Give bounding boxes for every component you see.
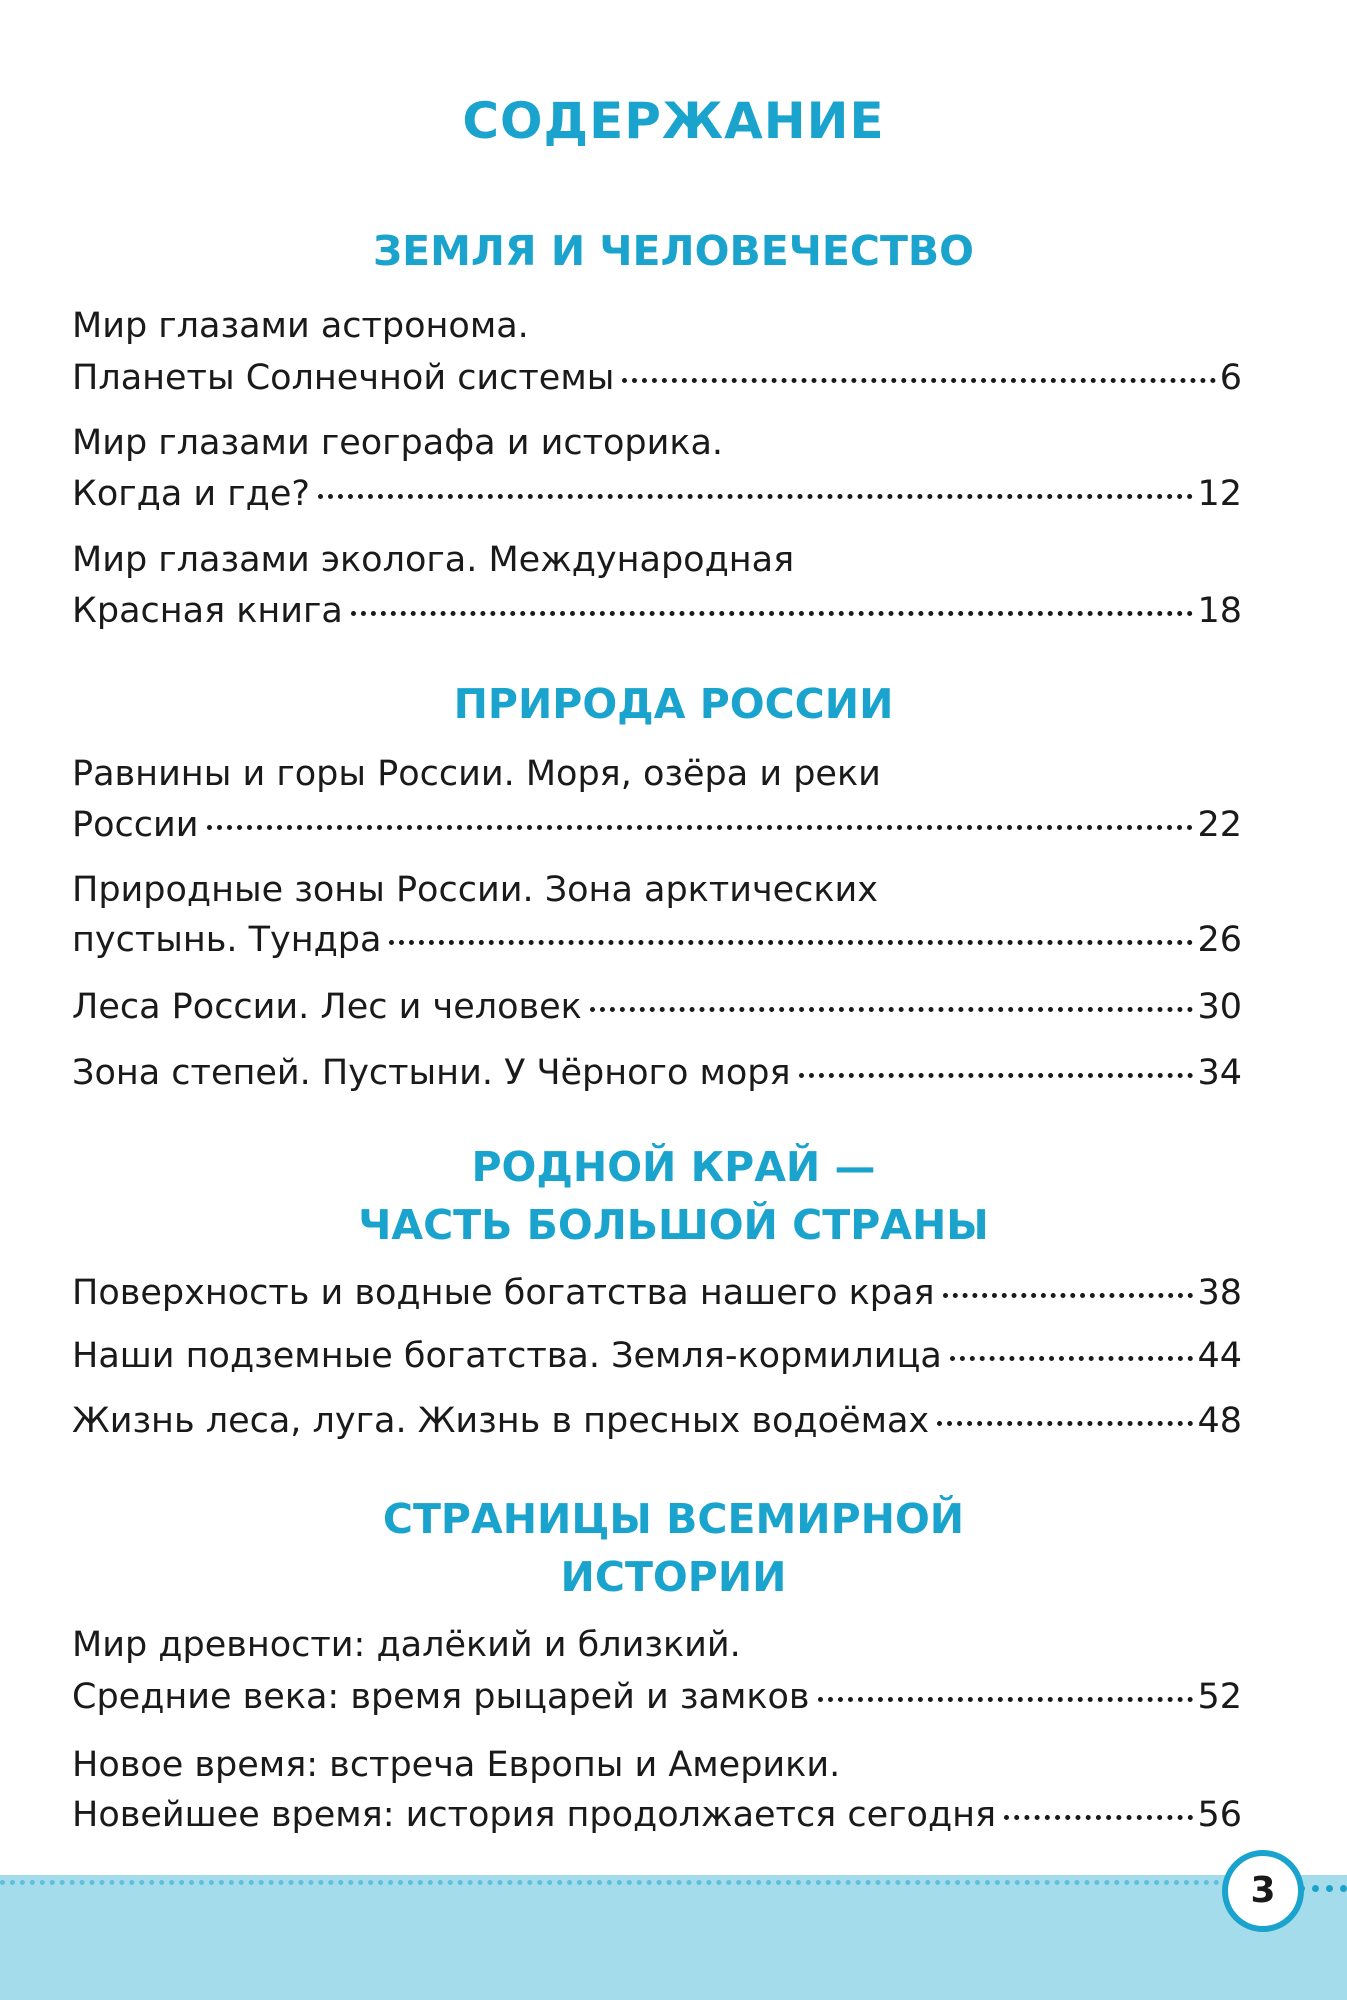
toc-entry: пустынь. Тундра 26	[72, 915, 1242, 965]
section-heading-world-history-2: ИСТОРИИ	[560, 1553, 787, 1601]
section-heading-earth: ЗЕМЛЯ И ЧЕЛОВЕЧЕСТВО	[372, 227, 975, 275]
page-title: СОДЕРЖАНИЕ	[462, 92, 885, 150]
page-number: 44	[1197, 1336, 1242, 1376]
page-number: 52	[1197, 1677, 1242, 1717]
page-number: 6	[1219, 358, 1242, 398]
toc-entry: Жизнь леса, луга. Жизнь в пресных водоёмах 48	[72, 1396, 1242, 1446]
page-number: 18	[1197, 591, 1242, 631]
toc-entry: Новое время: встреча Европы и Америки.	[72, 1745, 841, 1785]
section-heading-world-history-1: СТРАНИЦЫ ВСЕМИРНОЙ	[382, 1495, 965, 1543]
toc-entry: Мир глазами географа и историка.	[72, 423, 724, 463]
toc-entry: России 22	[72, 800, 1242, 850]
footer-dotted-line	[0, 1880, 1220, 1885]
page-number: 38	[1197, 1273, 1242, 1313]
toc-entry: Зона степей. Пустыни. У Чёрного моря 34	[72, 1048, 1242, 1098]
toc-entry: Планеты Солнечной системы 6	[72, 353, 1242, 403]
toc-entry: Мир глазами эколога. Международная	[72, 540, 795, 580]
page-number: 22	[1197, 805, 1242, 845]
section-heading-russia-nature: ПРИРОДА РОССИИ	[453, 680, 894, 728]
page-number-badge: 3	[1222, 1850, 1304, 1932]
section-heading-native-land-2: ЧАСТЬ БОЛЬШОЙ СТРАНЫ	[358, 1201, 989, 1249]
toc-entry: Поверхность и водные богатства нашего края 38	[72, 1268, 1242, 1318]
page-number: 56	[1197, 1795, 1242, 1835]
toc-entry: Мир глазами астронома.	[72, 306, 529, 346]
toc-entry: Мир древности: далёкий и близкий.	[72, 1625, 741, 1665]
toc-entry: Наши подземные богатства. Земля-кормилица 44	[72, 1331, 1242, 1381]
page-number: 48	[1197, 1401, 1242, 1441]
page-number: 12	[1197, 474, 1242, 514]
toc-entry: Равнины и горы России. Моря, озёра и реки	[72, 754, 881, 794]
footer-band	[0, 1875, 1347, 2000]
toc-entry: Леса России. Лес и человек 30	[72, 982, 1242, 1032]
section-heading-native-land-1: РОДНОЙ КРАЙ —	[471, 1143, 876, 1191]
toc-entry: Когда и где? 12	[72, 469, 1242, 519]
toc-entry: Красная книга 18	[72, 586, 1242, 636]
page-number: 34	[1197, 1053, 1242, 1093]
toc-entry: Новейшее время: история продолжается сегодня 56	[72, 1790, 1242, 1840]
badge-dots	[1298, 1885, 1347, 1892]
toc-entry: Природные зоны России. Зона арктических	[72, 870, 879, 910]
toc-entry: Средние века: время рыцарей и замков 52	[72, 1672, 1242, 1722]
page-number: 30	[1197, 987, 1242, 1027]
page-number: 26	[1197, 920, 1242, 960]
